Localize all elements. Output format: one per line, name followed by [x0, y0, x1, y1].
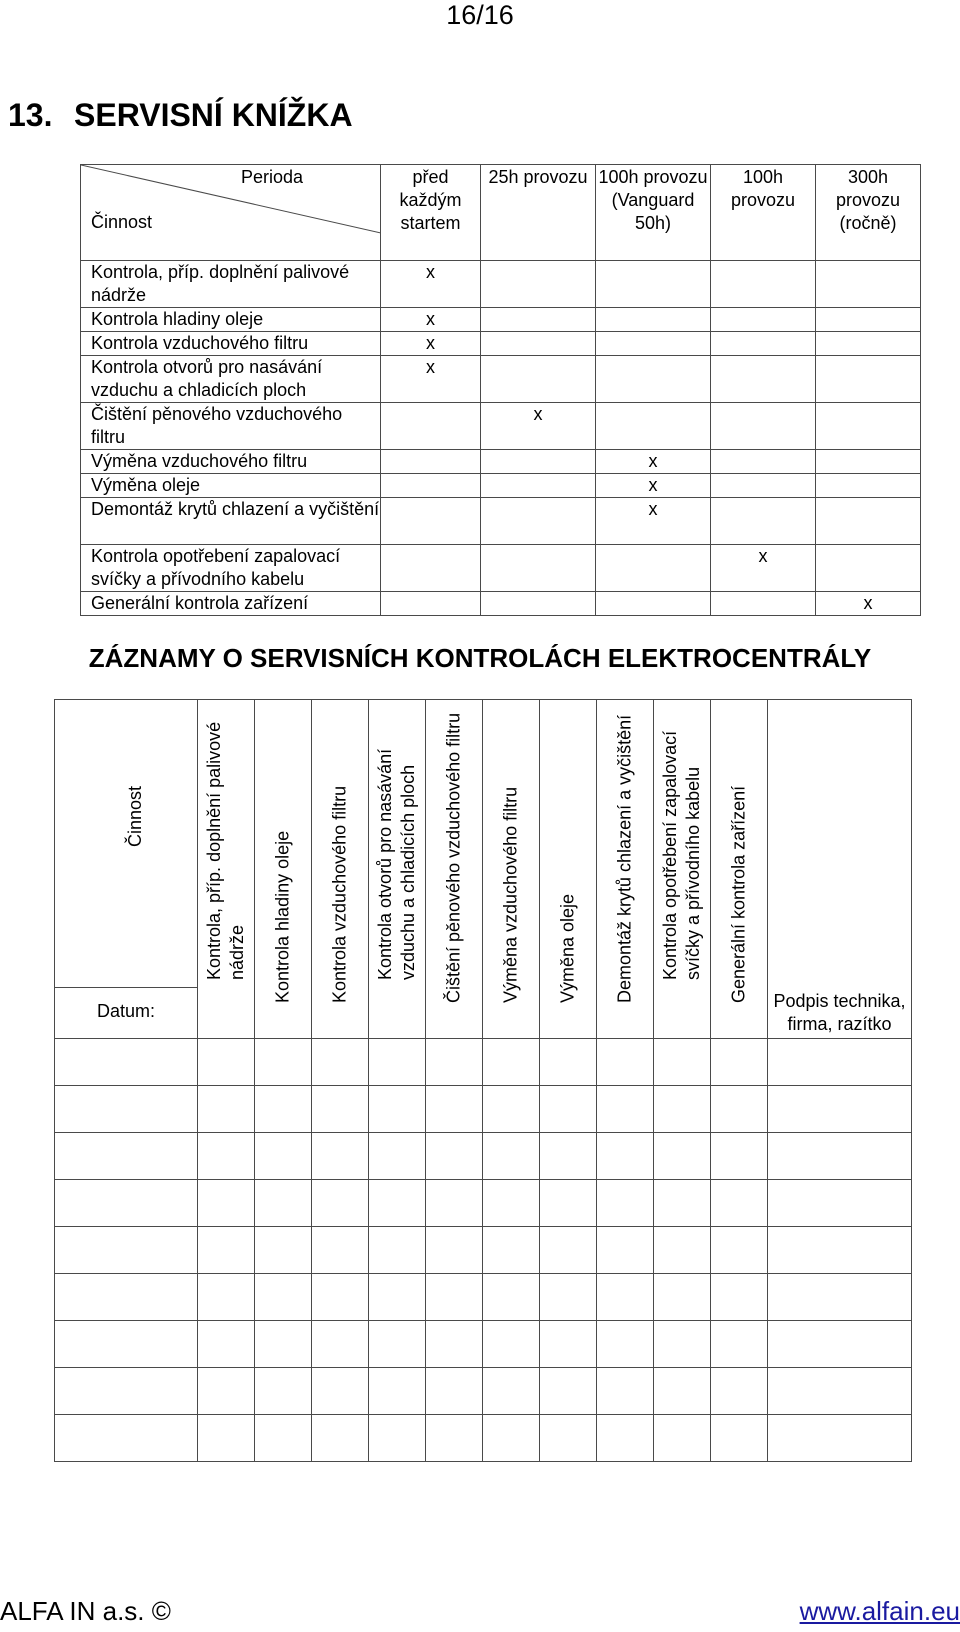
record-cell[interactable]: [483, 1133, 540, 1180]
record-cell[interactable]: [711, 1321, 768, 1368]
record-cell[interactable]: [312, 1415, 369, 1462]
record-cell[interactable]: [55, 1321, 198, 1368]
records-column-label: Kontrola otvorů pro nasávání vzduchu a chladicích ploch: [375, 748, 418, 980]
mark-cell: x: [481, 403, 596, 450]
record-cell[interactable]: [312, 1180, 369, 1227]
record-cell[interactable]: [255, 1227, 312, 1274]
record-cell[interactable]: [711, 1133, 768, 1180]
record-cell[interactable]: [198, 1180, 255, 1227]
mark-cell: [816, 403, 921, 450]
record-cell[interactable]: [198, 1415, 255, 1462]
record-cell[interactable]: [597, 1180, 654, 1227]
activity-cell: Čištění pěnového vzduchového filtru: [81, 403, 381, 450]
records-column-header: [711, 700, 768, 1039]
record-cell[interactable]: [768, 1227, 912, 1274]
column-header: před každým startem: [381, 165, 481, 261]
activity-label: Činnost: [91, 212, 153, 232]
record-cell[interactable]: [654, 1321, 711, 1368]
activity-cell: Výměna oleje: [81, 474, 381, 498]
mark-cell: [816, 308, 921, 332]
mark-cell: [711, 474, 816, 498]
record-cell[interactable]: [540, 1133, 597, 1180]
mark-cell: [816, 332, 921, 356]
mark-cell: [481, 332, 596, 356]
record-cell[interactable]: [768, 1180, 912, 1227]
records-column-header: [540, 700, 597, 1039]
mark-cell: [711, 261, 816, 308]
mark-cell: [381, 403, 481, 450]
section-title-text: SERVISNÍ KNÍŽKA: [74, 97, 353, 133]
website-link[interactable]: www.alfain.eu: [799, 1596, 960, 1626]
record-cell[interactable]: [483, 1368, 540, 1415]
record-cell[interactable]: [255, 1321, 312, 1368]
mark-cell: [381, 545, 481, 592]
schedule-row: [81, 592, 921, 616]
record-cell[interactable]: [198, 1227, 255, 1274]
record-cell[interactable]: [255, 1039, 312, 1086]
mark-cell: [711, 308, 816, 332]
activity-cell: Generální kontrola zařízení: [81, 592, 381, 616]
schedule-row: [81, 474, 921, 498]
mark-cell: [381, 450, 481, 474]
records-column-label: Generální kontrola zařízení: [728, 785, 749, 1003]
record-cell[interactable]: [426, 1086, 483, 1133]
records-corner-cell: [55, 700, 198, 1039]
records-column-header: [255, 700, 312, 1039]
mark-cell: [816, 450, 921, 474]
record-cell[interactable]: [597, 1039, 654, 1086]
record-cell[interactable]: [312, 1039, 369, 1086]
mark-cell: x: [381, 261, 481, 308]
record-cell[interactable]: [483, 1321, 540, 1368]
mark-cell: x: [381, 308, 481, 332]
column-header: 300h provozu (ročně): [816, 165, 921, 261]
record-cell[interactable]: [654, 1415, 711, 1462]
records-column-label: Čištění pěnového vzduchového filtru: [443, 712, 464, 1003]
record-cell[interactable]: [55, 1368, 198, 1415]
record-cell[interactable]: [597, 1368, 654, 1415]
record-cell[interactable]: [711, 1227, 768, 1274]
mark-cell: [816, 498, 921, 545]
record-cell[interactable]: [255, 1180, 312, 1227]
section-number: 13.: [8, 97, 53, 133]
mark-cell: [711, 332, 816, 356]
schedule-row: [81, 545, 921, 592]
record-cell[interactable]: [768, 1133, 912, 1180]
records-column-label: Kontrola opotřebení zapalovací svíčky a přívodního kabelu: [660, 730, 703, 980]
record-cell[interactable]: [654, 1133, 711, 1180]
mark-cell: [596, 332, 711, 356]
record-cell[interactable]: [540, 1180, 597, 1227]
record-cell[interactable]: [426, 1133, 483, 1180]
schedule-corner-cell: [81, 165, 381, 261]
record-cell[interactable]: [55, 1227, 198, 1274]
mark-cell: [816, 356, 921, 403]
records-activity-label: Činnost: [125, 785, 145, 847]
record-cell[interactable]: [426, 1227, 483, 1274]
record-cell[interactable]: [312, 1086, 369, 1133]
record-cell[interactable]: [711, 1368, 768, 1415]
records-title: ZÁZNAMY O SERVISNÍCH KONTROLÁCH ELEKTROCENTRÁLY: [88, 643, 872, 673]
mark-cell: [381, 592, 481, 616]
record-cell[interactable]: [768, 1368, 912, 1415]
mark-cell: [481, 498, 596, 545]
activity-cell: Kontrola hladiny oleje: [81, 308, 381, 332]
record-cell[interactable]: [597, 1227, 654, 1274]
record-cell[interactable]: [540, 1086, 597, 1133]
record-cell[interactable]: [369, 1368, 426, 1415]
record-cell[interactable]: [198, 1274, 255, 1321]
record-cell[interactable]: [55, 1133, 198, 1180]
record-row: [55, 1086, 912, 1133]
activity-cell: Demontáž krytů chlazení a vyčištění: [81, 498, 381, 545]
mark-cell: [816, 261, 921, 308]
records-column-header: [198, 700, 255, 1039]
record-cell[interactable]: [654, 1180, 711, 1227]
record-cell[interactable]: [55, 1274, 198, 1321]
mark-cell: x: [596, 474, 711, 498]
column-header: 25h provozu: [481, 165, 596, 261]
record-cell[interactable]: [426, 1274, 483, 1321]
corner-divider: [55, 987, 197, 988]
date-label: Datum:: [96, 1001, 156, 1021]
mark-cell: [711, 592, 816, 616]
records-column-label: Demontáž krytů chlazení a vyčištění: [614, 714, 635, 1003]
page-number: 16/16: [446, 0, 514, 30]
record-cell[interactable]: [711, 1180, 768, 1227]
record-cell[interactable]: [597, 1415, 654, 1462]
records-column-label: Kontrola hladiny oleje: [272, 830, 293, 1003]
mark-cell: [816, 474, 921, 498]
record-cell[interactable]: [369, 1227, 426, 1274]
record-cell[interactable]: [540, 1321, 597, 1368]
mark-cell: [381, 474, 481, 498]
record-cell[interactable]: [369, 1039, 426, 1086]
record-row: [55, 1321, 912, 1368]
mark-cell: [481, 474, 596, 498]
mark-cell: x: [596, 450, 711, 474]
record-cell[interactable]: [654, 1274, 711, 1321]
record-cell[interactable]: [55, 1415, 198, 1462]
record-cell[interactable]: [711, 1274, 768, 1321]
record-cell[interactable]: [711, 1039, 768, 1086]
record-cell[interactable]: [55, 1180, 198, 1227]
record-row: [55, 1368, 912, 1415]
records-column-header: [369, 700, 426, 1039]
section-title: [8, 97, 353, 133]
mark-cell: [596, 592, 711, 616]
record-cell[interactable]: [540, 1274, 597, 1321]
record-cell[interactable]: [540, 1415, 597, 1462]
schedule-row: [81, 498, 921, 545]
record-cell[interactable]: [198, 1086, 255, 1133]
record-cell[interactable]: [255, 1368, 312, 1415]
signature-header: Podpis technika, firma, razítko: [768, 700, 912, 1039]
record-cell[interactable]: [312, 1274, 369, 1321]
record-cell[interactable]: [597, 1086, 654, 1133]
record-cell[interactable]: [198, 1133, 255, 1180]
record-cell[interactable]: [540, 1039, 597, 1086]
record-row: [55, 1274, 912, 1321]
record-cell[interactable]: [369, 1086, 426, 1133]
mark-cell: [481, 545, 596, 592]
mark-cell: [481, 450, 596, 474]
service-schedule-table: [80, 164, 921, 616]
record-cell[interactable]: [426, 1321, 483, 1368]
mark-cell: x: [381, 332, 481, 356]
schedule-row: [81, 261, 921, 308]
mark-cell: [711, 498, 816, 545]
mark-cell: [481, 261, 596, 308]
schedule-row: [81, 403, 921, 450]
record-row: [55, 1133, 912, 1180]
mark-cell: [481, 356, 596, 403]
mark-cell: [481, 592, 596, 616]
mark-cell: [596, 545, 711, 592]
record-cell[interactable]: [654, 1368, 711, 1415]
mark-cell: [381, 498, 481, 545]
mark-cell: [481, 308, 596, 332]
record-cell[interactable]: [654, 1227, 711, 1274]
record-cell[interactable]: [426, 1368, 483, 1415]
record-cell[interactable]: [198, 1368, 255, 1415]
records-column-header: [654, 700, 711, 1039]
period-label: Perioda: [241, 167, 304, 187]
records-header-row: [55, 700, 912, 1039]
record-cell[interactable]: [768, 1415, 912, 1462]
schedule-row: [81, 356, 921, 403]
records-column-header: [597, 700, 654, 1039]
record-cell[interactable]: [540, 1368, 597, 1415]
service-records-table: [54, 699, 912, 1462]
activity-cell: Kontrola, příp. doplnění palivové nádrže: [81, 261, 381, 308]
record-row: [55, 1227, 912, 1274]
record-cell[interactable]: [426, 1415, 483, 1462]
mark-cell: [711, 403, 816, 450]
record-cell[interactable]: [255, 1415, 312, 1462]
mark-cell: [596, 403, 711, 450]
record-cell[interactable]: [483, 1086, 540, 1133]
record-cell[interactable]: [312, 1321, 369, 1368]
activity-cell: Kontrola vzduchového filtru: [81, 332, 381, 356]
activity-cell: Kontrola opotřebení zapalovací svíčky a přívodního kabelu: [81, 545, 381, 592]
company-name: ALFA IN a.s. ©: [0, 1596, 171, 1626]
record-row: [55, 1039, 912, 1086]
record-cell[interactable]: [198, 1321, 255, 1368]
record-cell[interactable]: [426, 1039, 483, 1086]
record-cell[interactable]: [255, 1133, 312, 1180]
record-cell[interactable]: [369, 1415, 426, 1462]
record-cell[interactable]: [483, 1227, 540, 1274]
record-cell[interactable]: [483, 1039, 540, 1086]
mark-cell: [596, 261, 711, 308]
records-column-header: [483, 700, 540, 1039]
activity-cell: Výměna vzduchového filtru: [81, 450, 381, 474]
activity-cell: Kontrola otvorů pro nasávání vzduchu a chladicích ploch: [81, 356, 381, 403]
column-header: 100h provozu (Vanguard 50h): [596, 165, 711, 261]
record-cell[interactable]: [198, 1039, 255, 1086]
record-cell[interactable]: [654, 1039, 711, 1086]
schedule-row: [81, 308, 921, 332]
record-cell[interactable]: [55, 1039, 198, 1086]
record-cell[interactable]: [597, 1133, 654, 1180]
mark-cell: [596, 356, 711, 403]
schedule-row: [81, 450, 921, 474]
record-cell[interactable]: [768, 1039, 912, 1086]
record-cell[interactable]: [540, 1227, 597, 1274]
record-cell[interactable]: [255, 1086, 312, 1133]
record-cell[interactable]: [55, 1086, 198, 1133]
record-cell[interactable]: [369, 1180, 426, 1227]
schedule-header-row: [81, 165, 921, 261]
record-cell[interactable]: [768, 1086, 912, 1133]
record-cell[interactable]: [483, 1180, 540, 1227]
mark-cell: [711, 450, 816, 474]
record-cell[interactable]: [483, 1274, 540, 1321]
record-cell[interactable]: [369, 1321, 426, 1368]
mark-cell: [711, 356, 816, 403]
mark-cell: [596, 308, 711, 332]
record-cell[interactable]: [483, 1415, 540, 1462]
records-column-label: Výměna vzduchového filtru: [500, 786, 521, 1003]
record-cell[interactable]: [597, 1321, 654, 1368]
record-cell[interactable]: [768, 1321, 912, 1368]
record-cell[interactable]: [369, 1133, 426, 1180]
records-column-label: Výměna oleje: [557, 893, 578, 1003]
record-cell[interactable]: [711, 1415, 768, 1462]
record-cell[interactable]: [312, 1227, 369, 1274]
record-cell[interactable]: [312, 1368, 369, 1415]
record-cell[interactable]: [312, 1133, 369, 1180]
record-cell[interactable]: [255, 1274, 312, 1321]
mark-cell: [816, 545, 921, 592]
record-row: [55, 1415, 912, 1462]
mark-cell: x: [816, 592, 921, 616]
mark-cell: x: [711, 545, 816, 592]
records-column-header: [312, 700, 369, 1039]
record-cell[interactable]: [768, 1274, 912, 1321]
record-cell[interactable]: [597, 1274, 654, 1321]
records-column-label: Kontrola, příp. doplnění palivové nádrže: [204, 721, 247, 980]
record-cell[interactable]: [654, 1086, 711, 1133]
record-cell[interactable]: [426, 1180, 483, 1227]
schedule-row: [81, 332, 921, 356]
column-header: 100h provozu: [711, 165, 816, 261]
mark-cell: x: [596, 498, 711, 545]
records-column-header: [426, 700, 483, 1039]
record-cell[interactable]: [369, 1274, 426, 1321]
record-row: [55, 1180, 912, 1227]
records-column-label: Kontrola vzduchového filtru: [329, 785, 350, 1003]
mark-cell: x: [381, 356, 481, 403]
record-cell[interactable]: [711, 1086, 768, 1133]
